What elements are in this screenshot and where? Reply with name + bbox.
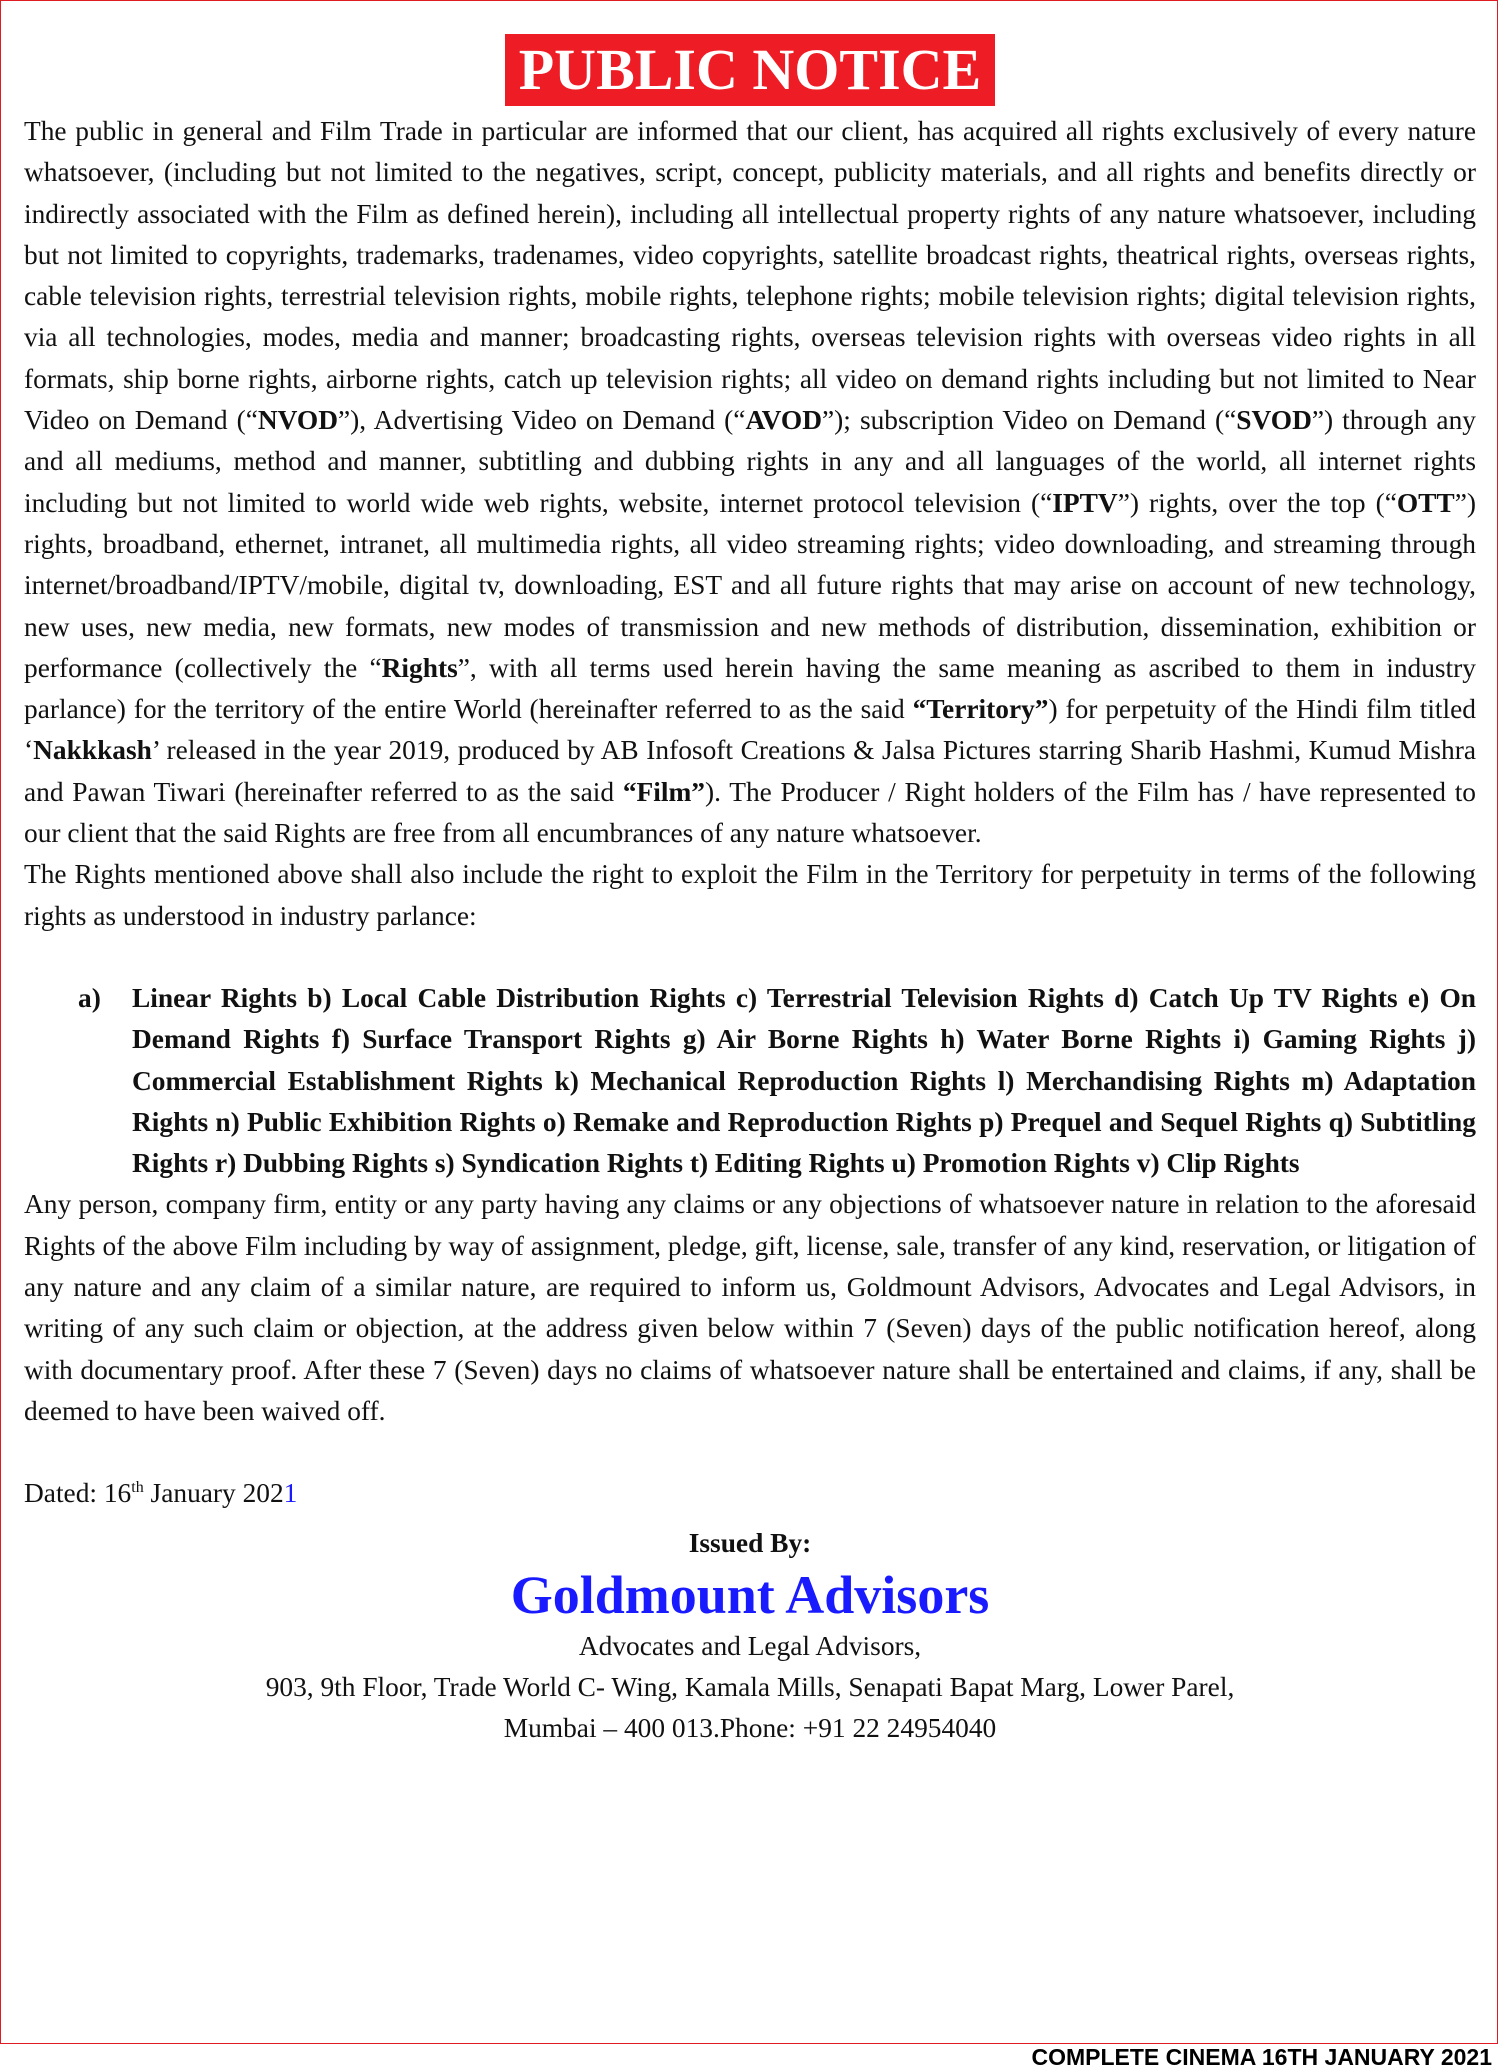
dated-month-year: January 202: [143, 1478, 284, 1509]
firm-description: Advocates and Legal Advisors,: [578, 1630, 922, 1661]
bold-term: SVOD: [1236, 405, 1312, 436]
text-run: ) for perpetuity of the Hindi film titled ‘: [24, 694, 1476, 766]
text-run: ”, with all terms used herein having the same meaning as ascribed to them in industry parlance) for the territory of the entire World (hereinafter referred to as the said: [24, 652, 1476, 725]
text-run: ”), Advertising Video on Demand (“: [338, 405, 746, 436]
footer-publication: COMPLETE CINEMA 16TH JANUARY 2021: [1031, 2044, 1492, 2070]
text-run: ”); subscription Video on Demand (“: [822, 405, 1237, 436]
paragraph-rights-include: The Rights mentioned above shall also include the right to exploit the Film in the Territory for perpetuity in terms of the following rights as understood in industry parlance:: [24, 859, 1476, 931]
text-run: ). The Producer / Right holders of the Film has / have represented to our client that the said Rights are free from all encumbrances of any nature whatsoever.: [24, 776, 1476, 849]
rights-list-text: Linear Rights b) Local Cable Distribution Rights c) Terrestrial Television Rights d) Catch Up TV Rights e) On Demand Rights f) Surface Transport Rights g) Air Borne Rights h) Water Borne Rights i) Gaming Rights j) Commercial Establishment Rights k) Mechanical Reproduction Rights l) Merchandising Rights m) Adaptation Rights n) Public Exhibition Rights o) Remake and Reproduction Rights p) Prequel and Sequel Rights q) Subtitling Rights r) Dubbing Rights s) Syndication Rights t) Editing Rights u) Promotion Rights v) Clip Rights: [132, 982, 1476, 1179]
title-wrap: [0, 34, 1500, 106]
dated-last-digit: 1: [283, 1478, 298, 1509]
bold-term: AVOD: [745, 405, 823, 436]
text-run: The public in general and Film Trade in particular are informed that our client, has acquired all rights exclusively of every nature whatsoever, (including but not limited to the negatives, script, concept, publicity materials, and all rights and benefits directly or indirectly associated with the Film as defined herein), including all intellectual property rights of any nature whatsoever, including but not limited to copyrights, trademarks, tradenames, video copyrights, satellite broadcast rights, theatrical rights, overseas rights, cable television rights, terrestrial television rights, mobile rights, telephone rights; mobile television rights; digital television rights, via all technologies, modes, media and manner; broadcasting rights, overseas television rights with overseas video rights in all formats, ship borne rights, airborne rights, catch up television rights; all video on demand rights including but not limited to Near Video on Demand (“: [24, 116, 1476, 436]
dated-line: [24, 1473, 1476, 1514]
paragraph-claims: Any person, company firm, entity or any party having any claims or any objections of whatsoever nature in relation to the aforesaid Rights of the above Film including by way of assignment, pledge, gift, license, sale, transfer of any kind, reservation, or litigation of any nature and any claim of a similar nature, are required to inform us, Goldmount Advisors, Advocates and Legal Advisors, in writing of any such claim or objection, at the address given below within 7 (Seven) days of the public notification hereof, along with documentary proof. After these 7 (Seven) days no claims of whatsoever nature shall be entertained and claims, if any, shall be deemed to have been waived off.: [24, 1189, 1476, 1426]
firm-city-phone: Mumbai – 400 013.Phone: +91 22 24954040: [503, 1713, 997, 1744]
notice-body: [24, 111, 1476, 1750]
firm-name: Goldmount Advisors: [510, 1564, 990, 1625]
bold-term: Rights: [381, 652, 458, 683]
issued-by: Issued By:: [688, 1527, 812, 1558]
bold-term: IPTV: [1052, 487, 1118, 518]
rights-list: [24, 978, 1476, 1184]
text-run: ”) rights, over the top (“: [1117, 487, 1397, 518]
notice-title: PUBLIC NOTICE: [505, 34, 995, 106]
dated-prefix: Dated: 16: [24, 1478, 132, 1509]
rights-list-label: a): [78, 982, 101, 1013]
bold-term: Nakkkash: [33, 735, 152, 766]
bold-term: OTT: [1396, 487, 1455, 518]
text-run: ”) through any and all mediums, method and manner, subtitling and dubbing rights in any and all languages of the world, all internet rights including but not limited to world wide web rights, website, internet protocol television (“: [24, 405, 1476, 518]
text-run: ”) rights, broadband, ethernet, intranet, all multimedia rights, all video streaming rights; video downloading, and streaming through internet/broadband/IPTV/mobile, digital tv, downloading, EST and all future rights that may arise on account of new technology, new uses, new media, new formats, new modes of transmission and new methods of distribution, dissemination, exhibition or performance (collectively the “: [24, 487, 1476, 683]
dated-suffix: th: [131, 1479, 144, 1497]
bold-term: “Film”: [622, 776, 705, 807]
paragraph-rights-acquired: [24, 111, 1476, 854]
text-run: ’ released in the year 2019, produced by AB Infosoft Creations & Jalsa Pictures starring Sharib Hashmi, Kumud Mishra and Pawan Tiwari (hereinafter referred to as the said: [24, 735, 1476, 807]
bold-term: “Territory”: [912, 694, 1049, 725]
firm-address: 903, 9th Floor, Trade World C- Wing, Kamala Mills, Senapati Bapat Marg, Lower Parel,: [265, 1672, 1235, 1703]
bold-term: NVOD: [257, 405, 338, 436]
